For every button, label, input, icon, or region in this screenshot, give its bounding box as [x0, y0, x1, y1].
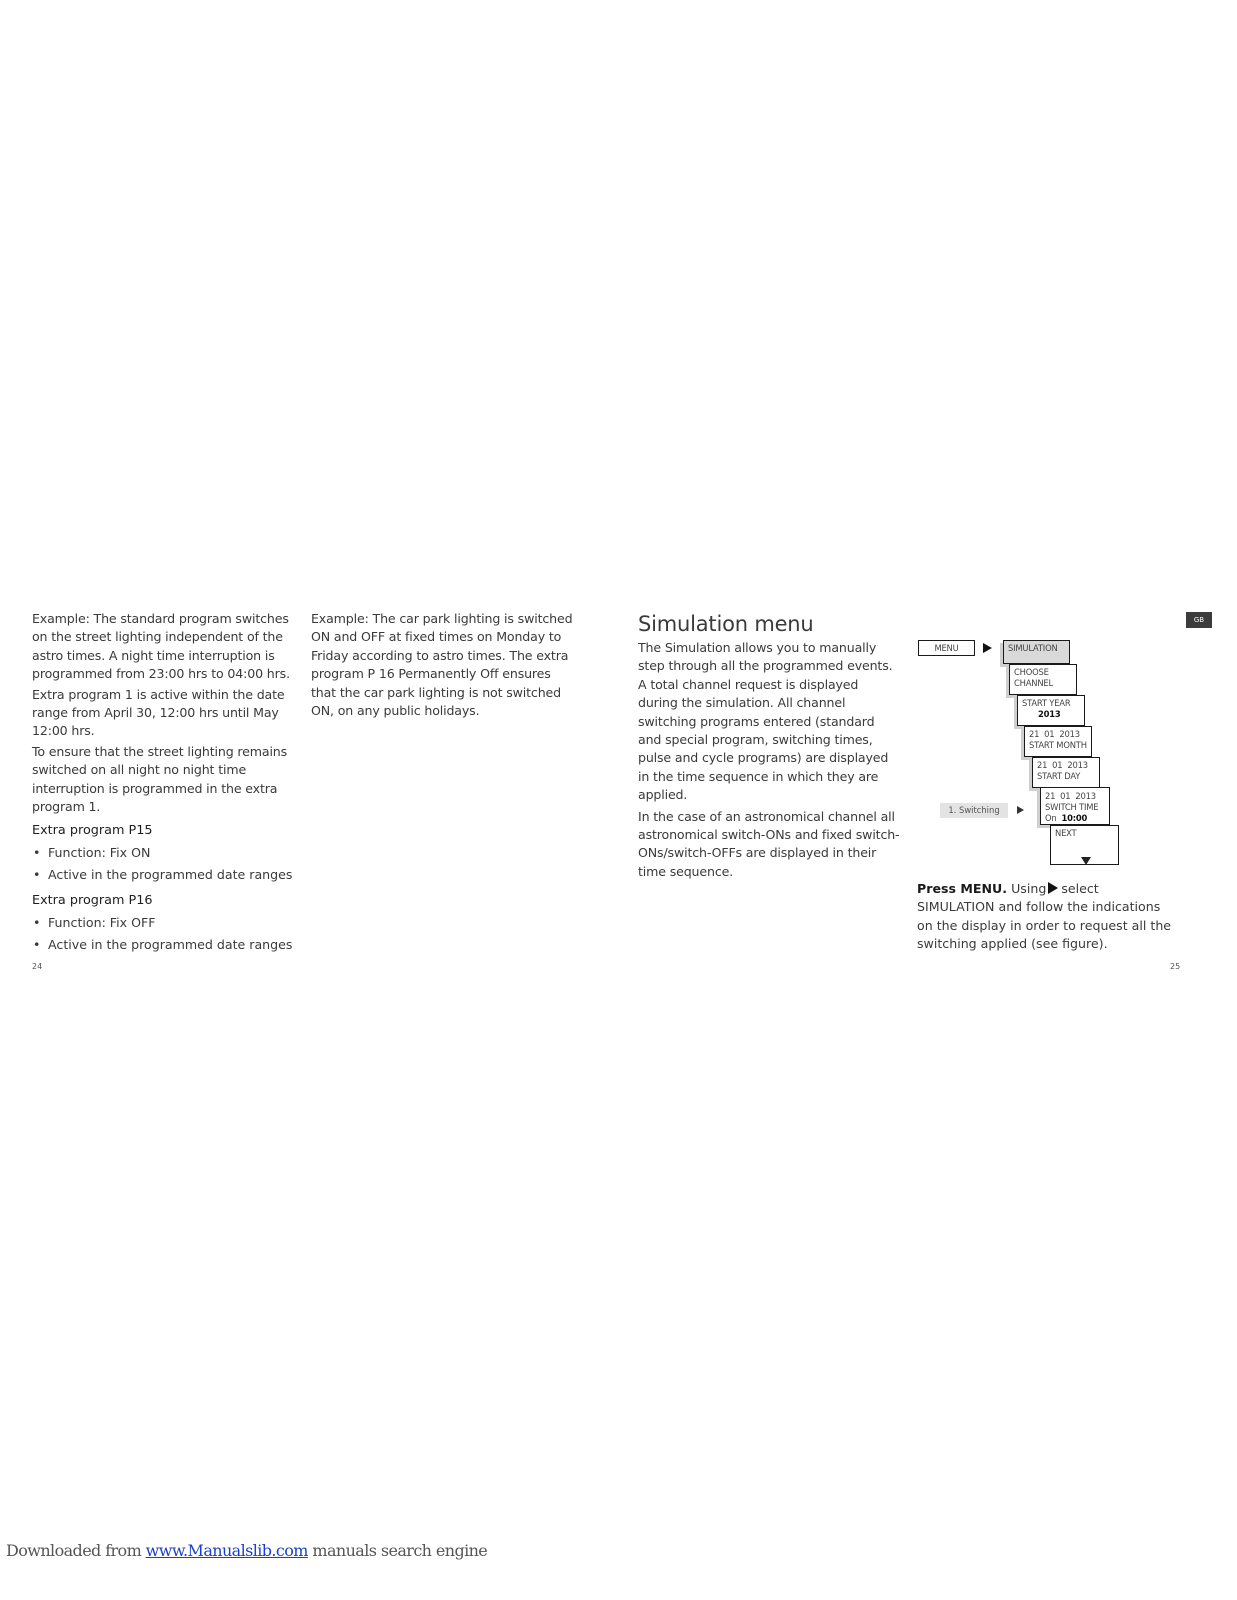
choose-channel-box: CHOOSE CHANNEL [1009, 664, 1077, 695]
next-box [1050, 825, 1119, 865]
bullet-icon: • [33, 845, 41, 861]
start-month-date: 21 01 2013 [1029, 729, 1080, 739]
arrow-right-small-icon [1017, 806, 1024, 814]
language-tab: GB [1186, 612, 1212, 628]
start-month-label: START MONTH [1029, 740, 1087, 750]
start-year-label: START YEAR [1022, 698, 1071, 708]
arrow-down-icon [1081, 857, 1091, 865]
switch-time-box [1040, 787, 1110, 825]
next-label: NEXT [1055, 828, 1077, 838]
bullet-icon: • [33, 866, 41, 882]
switch-label: SWITCH TIME [1045, 802, 1099, 812]
start-day-box [1032, 757, 1100, 788]
switch-date: 21 01 2013 [1045, 791, 1096, 801]
menu-box: MENU [918, 640, 975, 656]
paragraph-extra-program-1: Extra program 1 is active within the date range from April 30, 12:00 hrs until May 12:00 hrs. [32, 686, 285, 739]
heading-p16: Extra program P16 [32, 893, 153, 909]
start-day-label: START DAY [1037, 771, 1081, 781]
arrow-right-icon [1048, 882, 1058, 894]
paragraph-simulation-intro: The Simulation allows you to manually step through all the programmed events. A total channel request is displayed during the simulation. All channel switching programs entered (standard and special program, switching times, pulse and cycle programs) are displayed in the time sequence in which they are applied. [638, 640, 893, 803]
paragraph-ensure-lighting: To ensure that the street lighting remains switched on all night no night time interruption is programmed in the extra program 1. [32, 743, 288, 815]
paragraph-car-park: Example: The car park lighting is switched ON and OFF at fixed times on Monday to Friday according to astro times. The extra program P 16 Permanently Off ensures that the car park lighting is not switched ON, on any public holidays. [311, 611, 573, 719]
start-month-box [1024, 726, 1092, 757]
left-column-2 [311, 610, 573, 722]
bullet-icon: • [33, 936, 41, 952]
start-year-box [1017, 695, 1085, 726]
list-item: • Active in the programmed date ranges [32, 866, 294, 884]
paragraph-astronomical: In the case of an astronomical channel all astronomical switch-ONs and fixed switch-ONs/switch-OFFs are displayed in their time sequence. [638, 808, 900, 879]
list-item: • Active in the programmed date ranges [32, 936, 294, 954]
left-column-1 [32, 610, 294, 962]
start-year-value: 2013 [1038, 709, 1061, 719]
switch-on-time: On 10:00 [1045, 813, 1088, 823]
simulation-diagram [905, 630, 1135, 880]
press-menu-bold: Press MENU. [917, 881, 1008, 896]
page-number-right: 25 [1170, 962, 1181, 971]
instruction-using: Using [1011, 881, 1047, 896]
paragraph-example-street: Example: The standard program switches on the street lighting independent of the astro times. A night time interruption is programmed from 23:00 hrs to 04:00 hrs. [32, 611, 290, 682]
switching-label: 1. Switching [940, 803, 1008, 818]
footer-suffix: manuals search engine [312, 1541, 488, 1560]
list-p15 [32, 844, 294, 884]
download-footer [6, 1541, 487, 1560]
instruction-text [917, 880, 1179, 954]
simulation-box: SIMULATION [1003, 640, 1070, 664]
list-item: • Function: Fix ON [32, 844, 294, 862]
manualslib-link[interactable]: www.Manualslib.com [145, 1541, 308, 1560]
list-item: • Function: Fix OFF [32, 914, 294, 932]
footer-prefix: Downloaded from [6, 1541, 142, 1560]
heading-p15: Extra program P15 [32, 823, 153, 839]
page-number-left: 24 [32, 962, 43, 971]
list-p16 [32, 914, 294, 954]
start-day-date: 21 01 2013 [1037, 760, 1088, 770]
page-title: Simulation menu [638, 612, 814, 636]
instruction-rest: select SIMULATION and follow the indications on the display in order to request all the switching applied (see figure). [917, 881, 1172, 952]
right-column-text [638, 611, 900, 883]
arrow-right-icon [983, 643, 992, 653]
bullet-icon: • [33, 915, 41, 931]
